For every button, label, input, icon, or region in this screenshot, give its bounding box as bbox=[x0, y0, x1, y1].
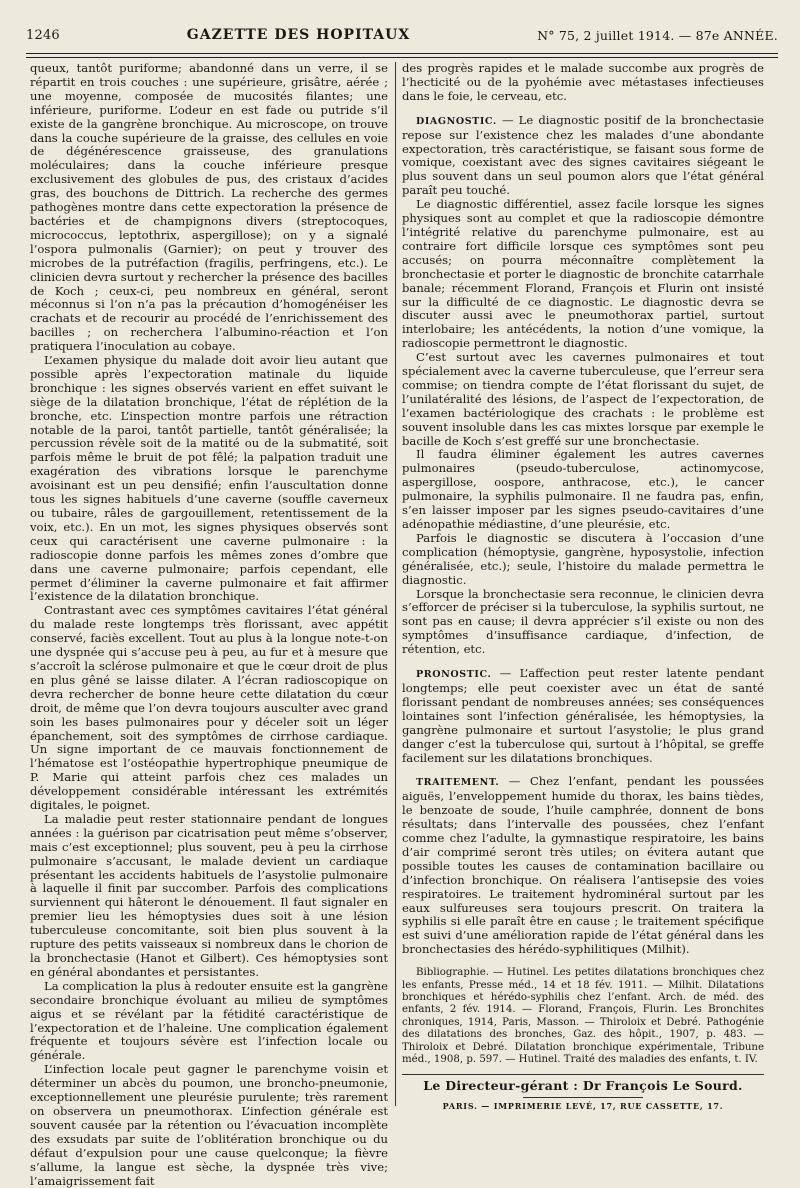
paragraph: L’examen physique du malade doit avoir lieu autant que possible après l’expectoration matinale du liquide bronchique : les signes observés varient en effet suivant le siège de la dilatation bronchique, l’état de réplétion de la bronche, etc. L’inspection montre parfois une rétraction notable de la paroi, tantôt partielle, tantôt généralisée; la percussion révèle soit de la matité ou de la submatité, soit parfois même le bruit de pot fêlé; la palpation traduit une exagération des vibrations lorsque le parenchyme avoisinant est un peu densifié; enfin l’auscultation donne tous les signes habituels d’une caverne (souffle caverneux ou tubaire, râles de gargouillement, retentissement de la voix, etc.). En un mot, les signes physiques observés sont ceux qui caractérisent une caverne pulmonaire : la radioscopie donne parfois les mêmes zones d’ombre que dans une caverne pulmonaire; parfois cependant, elle permet d’éliminer la caverne pulmonaire et fait affirmer l’existence de la dilatation bronchique. bbox=[30, 353, 388, 604]
paragraph: Parfois le diagnostic se discutera à l’occasion d’une complication (hémoptysie, gangrène, hyposystolie, infection généralisée, etc.); seule, l’histoire du malade permettra le diagnostic. bbox=[402, 530, 764, 587]
paragraph: Le diagnostic différentiel, assez facile lorsque les signes physiques sont au complet et que la radioscopie démontre l’intégrité relative du parenchyme pulmonaire, est au contraire fort difficile lorsque ces symptômes sont peu accusés; on pourra méconnaître complètement la bronchectasie et porter le diagnostic de bronchite catarrhale banale; récemment Florand, François et Flurin ont insisté sur la difficulté de ce diagnostic. Le diagnostic devra se discuter aussi avec le pneumothorax partiel, surtout interlobaire; les antécédents, la notion d’une vomique, la radioscopie permettront le diagnostic. bbox=[402, 197, 764, 351]
section-text: — L’affection peut rester latente pendant longtemps; elle peut coexister avec un état de santé florissant pendant de nombreuses années; ses conséquences lointaines sont l’infection généralisée, les hémoptysies, la gangrène pulmonaire et surtout l’asystolie; le plus grand danger c’est la tuberculose qui, surtout à l’hôpital, se greffe facilement sur les dilatations bronchiques. bbox=[402, 666, 764, 765]
paragraph: Lorsque la bronchectasie sera reconnue, le clinicien devra s’efforcer de préciser si la tuberculose, la syphilis surtout, ne sont pas en cause; il devra apprécier s’il existe ou non des symptômes d’insuffisance cardiaque, d’infection, de rétention, etc. bbox=[402, 586, 764, 657]
printer-imprint: PARIS. — IMPRIMERIE LEVÉ, 17, RUE CASSETTE, 17. bbox=[442, 1101, 724, 1112]
section-heading: DIAGNOSTIC. bbox=[416, 115, 497, 127]
bibliography: Bibliographie. — Hutinel. Les petites dilatations bronchiques chez les enfants, Presse méd., 14 et 18 fév. 1911. — Milhit. Dilatations bronchiques et hérédo-syphilis chez l’enfant. Arch. de méd. des enfants, 2 fév. 1914. — Florand, François, Flurin. Les Bronchites chroniques, 1914, Paris, Masson. — Thiroloix et Debré. Pathogénie des dilatations des bronches, Gaz. des hôpit., 1907, p. 483. — Thiroloix et Debré. Dilatation bronchique expérimentale, Tribune méd., 1908, p. 597. — Hutinel. Traité des maladies des enfants, t. IV. bbox=[402, 967, 764, 1066]
footer bbox=[402, 1074, 764, 1114]
section-text: — Le diagnostic positif de la bronchectasie repose sur l’existence chez les malades d’une abondante expectoration, très caractéristique, se faisant sous forme de vomique, coexistant avec des signes cavitaires siégeant le plus souvent dans un seul poumon alors que l’état général paraît peu touché. bbox=[402, 112, 764, 198]
paragraph: queux, tantôt puriforme; abandonné dans un verre, il se répartit en trois couches : une supérieure, grisâtre, aérée ; une moyenne, composée de mucosités filantes; une inférieure, puriforme. L’odeur en est fade ou putride s’il existe de la gangrène bronchique. Au microscope, on trouve dans la couche supérieure de la graisse, des cellules en voie de dégénérescence graisseuse, des granulations moléculaires; dans la couche inférieure presque exclusivement des globules de pus, des cristaux d’acides gras, des bouchons de Dittrich. La recherche des germes pathogènes montre dans cette expectoration la présence de bactéries et de champignons divers (streptocoques, micrococcus, leptothrix, aspergillose); on y a signalé l’ospora pulmonalis (Garnier); on peut y trouver des microbes de la putréfaction (fragilis, perfringens, etc.). Le clinicien devra surtout y rechercher la présence des bacilles de Koch ; ceux-ci, peu nombreux en général, seront méconnus si l’on n’a pas la précaution d’homogénéiser les crachats et de recourir au procédé de l’enrichissement des bacilles ; on recherchera l’albumino-réaction et l’on pratiquera l’inoculation au cobaye. bbox=[30, 61, 388, 354]
right-column bbox=[402, 62, 764, 1114]
section-heading: TRAITEMENT. bbox=[416, 777, 500, 789]
section-text: — Chez l’enfant, pendant les poussées aiguës, l’enveloppement humide du thorax, les bains tièdes, le benzoate de soude, l’huile camphrée, donnent de bons résultats; dans l’intervalle des poussées, chez l’enfant comme chez l’adulte, la gymnastique respiratoire, les bains d’air comprimé seront très utiles; on évitera autant que possible toutes les causes de contamination bacillaire ou d’infection bronchique. On réalisera l’antisepsie des voies respiratoires. Le traitement hydrominéral surtout par les eaux sulfureuses sera toujours prescrit. On traitera la syphilis si elle paraît être en cause ; le traitement spécifique est suivi d’une amélioration rapide de l’état général dans les bronchectasies des hérédo-syphilitiques (Milhit). bbox=[402, 774, 764, 957]
paragraph: des progrès rapides et le malade succombe aux progrès de l’hecticité ou de la pyohémie avec métastases infectieuses dans le foie, le cerveau, etc. bbox=[402, 61, 764, 103]
paragraph: L’infection locale peut gagner le parenchyme voisin et déterminer un abcès du poumon, une broncho-pneumonie, exceptionnellement une pleurésie purulente; très rarement on observera un pneumothorax. L’infection générale est souvent causée par la rétention ou l’évacuation incomplète des exsudats par suite de l’oblitération bronchique ou du défaut d’expulsion pour une cause quelconque; la fièvre s’allume, la langue est sèche, la dyspnée très vive; l’amaigrissement fait bbox=[30, 1062, 388, 1188]
left-column bbox=[30, 62, 388, 1188]
header-rule bbox=[26, 53, 778, 54]
column-divider bbox=[395, 62, 396, 1106]
page-header bbox=[26, 20, 778, 50]
diagnostic-section bbox=[402, 114, 764, 198]
journal-title: GAZETTE DES HOPITAUX bbox=[186, 27, 411, 43]
paragraph: C’est surtout avec les cavernes pulmonaires et tout spécialement avec la caverne tuberculeuse, que l’erreur sera commise; on tiendra compte de l’état florissant du sujet, de l’unilatéralité des lésions, de l’aspect de l’expectoration, de l’examen bactériologique des crachats : le problème est souvent insoluble dans les cas mixtes lorsque par exemple le bacille de Koch s’est greffé sur une bronchectasie. bbox=[402, 350, 764, 448]
page-number: 1246 bbox=[26, 27, 60, 43]
treatment-section bbox=[402, 775, 764, 957]
issue-info: N° 75, 2 juillet 1914. — 87e ANNÉE. bbox=[537, 27, 778, 43]
footer-rule bbox=[523, 1097, 643, 1098]
director-signature: Le Directeur-gérant : Dr François Le Sourd. bbox=[423, 1078, 743, 1094]
section-heading: PRONOSTIC. bbox=[416, 669, 492, 681]
paragraph: Il faudra éliminer également les autres cavernes pulmonaires (pseudo-tuberculose, actinomycose, aspergillose, oospore, anthracose, etc.), le cancer pulmonaire, la syphilis pulmonaire. Il ne faudra pas, enfin, s’en laisser imposer par les signes pseudo-cavitaires d’une adénopathie médiastine, d’une pleurésie, etc. bbox=[402, 447, 764, 531]
paragraph: Contrastant avec ces symptômes cavitaires l’état général du malade reste longtemps très florissant, avec appétit conservé, faciès excellent. Tout au plus à la longue note-t-on une dyspnée qui s’accuse peu à peu, au fur et à mesure que s’accroît la sclérose pulmonaire et que le cœur droit de plus en plus gêné se laisse dilater. A l’écran radioscopique on devra rechercher de bonne heure cette dilatation du cœur droit, de même que l’on devra toujours ausculter avec grand soin les bases pulmonaires pour y déceler soit un léger épanchement, soit des symptômes de cirrhose cardiaque. Un signe important de ce mauvais fonctionnement de l’hématose est l’ostéopathie hypertrophique pneumique de P. Marie qui atteint parfois chez ces malades un développement considérable intéressant les extrémités digitales, le poignet. bbox=[30, 603, 388, 813]
prognostic-section bbox=[402, 667, 764, 765]
header-rule-thin bbox=[26, 57, 778, 58]
paragraph: La maladie peut rester stationnaire pendant de longues années : la guérison par cicatrisation peut même s’observer, mais c’est exceptionnel; plus souvent, peu à peu la cirrhose pulmonaire s’accusant, le malade devient un cardiaque présentant les accidents habituels de l’asystolie pulmonaire à laquelle il finit par succomber. Parfois des complications surviennent qui hâteront le dénouement. Il faut signaler en premier lieu les hémoptysies dues soit à une lésion tuberculeuse concomitante, soit bien plus souvent à la rupture des petits vaisseaux si nombreux dans le chorion de la bronchectasie (Hanot et Gilbert). Ces hémoptysies sont en général abondantes et persistantes. bbox=[30, 811, 388, 979]
paragraph: La complication la plus à redouter ensuite est la gangrène secondaire bronchique évoluant au milieu de symptômes aigus et se révélant par la fétidité caractéristique de l’expectoration et de l’haleine. Une complication également fréquente et toujours sévère est l’infection locale ou générale. bbox=[30, 978, 388, 1063]
